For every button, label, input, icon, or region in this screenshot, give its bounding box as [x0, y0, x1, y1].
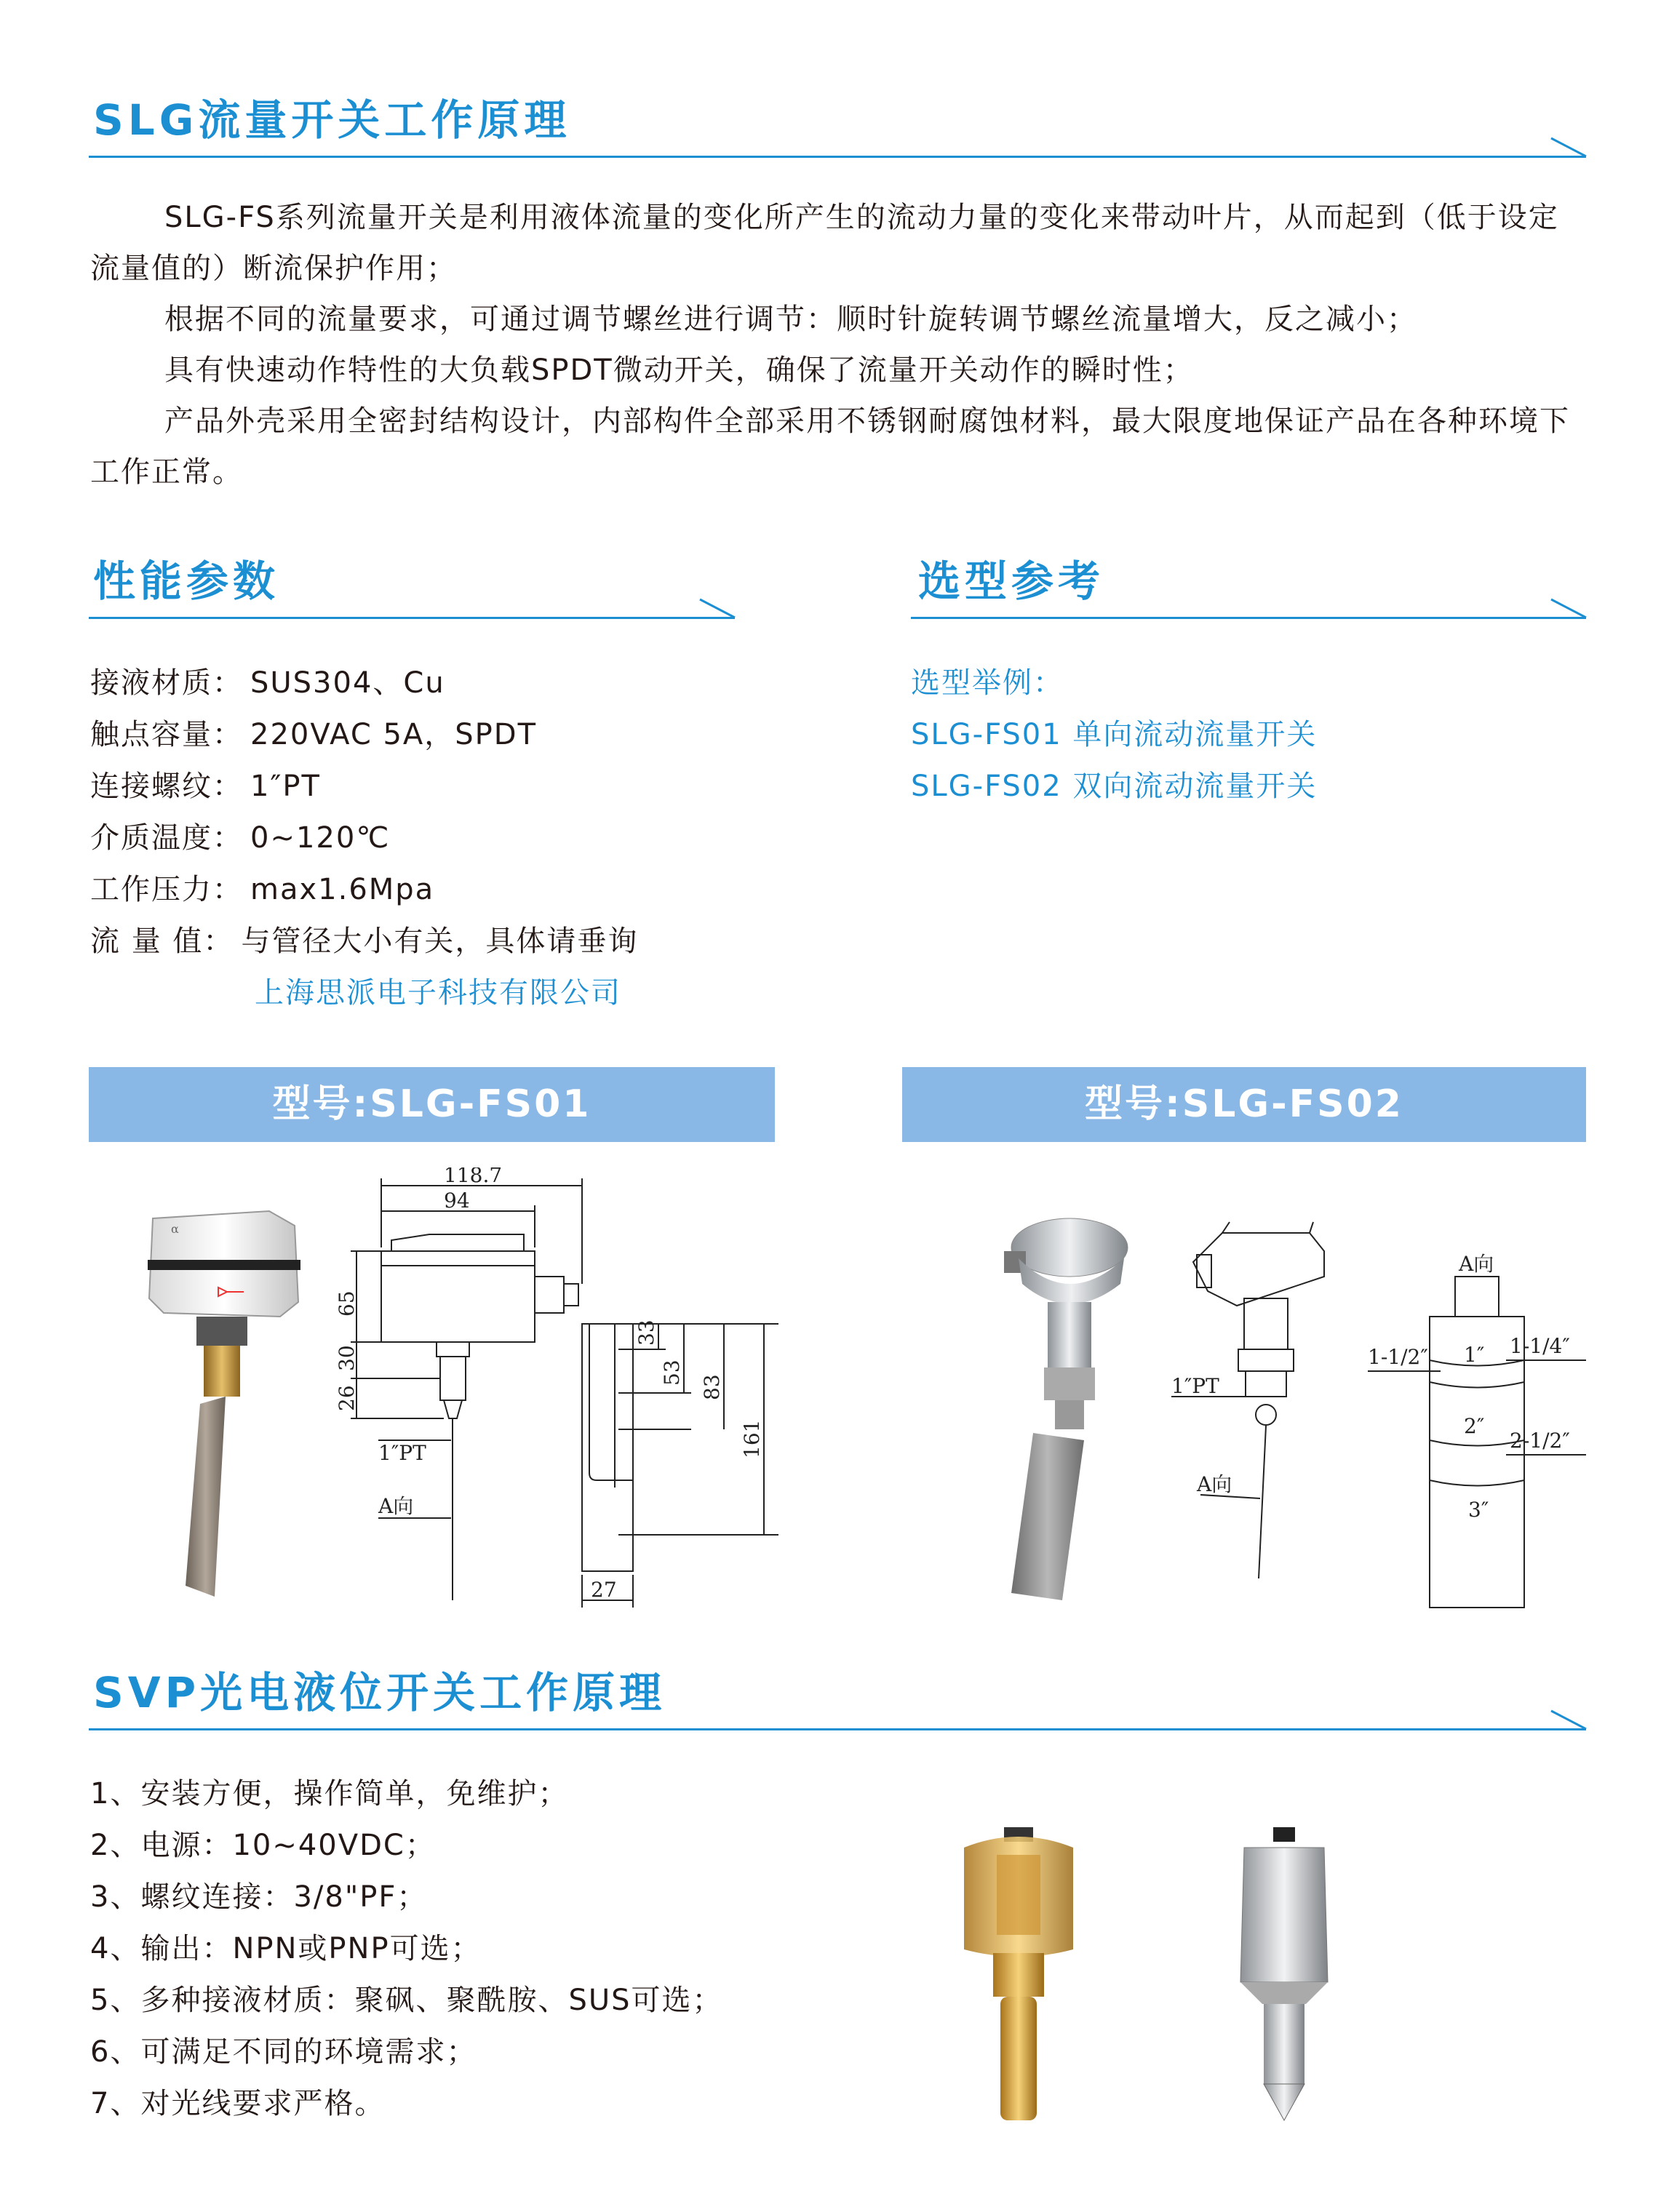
- company-name: 上海思派电子科技有限公司: [255, 976, 621, 1010]
- selection-divider: [911, 617, 1586, 619]
- dim-53: 53: [660, 1359, 684, 1386]
- svp-sensor-steel-photo: [1219, 1826, 1350, 2131]
- direction-label: A向: [378, 1494, 414, 1518]
- spec-row: 触点容量： 220VAC 5A，SPDT: [90, 718, 538, 751]
- slg-fs01-dimension-drawing: [335, 1167, 786, 1618]
- slg-fs02-photo: [989, 1200, 1135, 1608]
- paragraph-4: 产品外壳采用全密封结构设计，内部构件全部采用不锈钢耐腐蚀材料，最大限度地保证产品在各种环境下工作正常。: [90, 404, 1570, 489]
- pipe-size-2: 2″: [1464, 1414, 1485, 1438]
- dim-30: 30: [335, 1345, 359, 1371]
- slg-fs02-dimension-drawing: [1164, 1207, 1593, 1615]
- dim-118-7: 118.7: [444, 1167, 503, 1187]
- feature-item: 6、可满足不同的环境需求；: [90, 2035, 477, 2069]
- pipe-size-1: 1″: [1464, 1343, 1485, 1367]
- thread-label: 1″PT: [378, 1441, 426, 1465]
- feature-item: 3、螺纹连接：3/8"PF；: [90, 1880, 428, 1914]
- section1-title: SLG流量开关工作原理: [93, 95, 571, 145]
- model2-banner: 型号:SLG-FS02: [902, 1067, 1586, 1142]
- spec-row: 流 量 值： 与管径大小有关，具体请垂询: [90, 925, 639, 958]
- dim-26: 26: [335, 1385, 359, 1411]
- section1-hook: [1550, 137, 1588, 159]
- pipe-size-1-1-4: 1-1/4″: [1510, 1334, 1570, 1358]
- selection-title: 选型参考: [918, 556, 1105, 606]
- section2-hook: [1550, 1709, 1588, 1731]
- pipe-size-2-1-2: 2-1/2″: [1510, 1429, 1570, 1453]
- selection-line: SLG-FS02 双向流动流量开关: [911, 770, 1318, 803]
- performance-hook: [698, 598, 736, 620]
- feature-item: 4、输出：NPN或PNP可选；: [90, 1932, 482, 1965]
- section1-divider: [89, 156, 1586, 158]
- feature-item: 7、对光线要求严格。: [90, 2087, 386, 2120]
- selection-hook: [1550, 598, 1588, 620]
- dim-83: 83: [700, 1374, 724, 1400]
- performance-title: 性能参数: [93, 556, 280, 606]
- selection-line: SLG-FS01 单向流动流量开关: [911, 718, 1318, 751]
- fs02-view-label: A向: [1459, 1252, 1494, 1276]
- pipe-size-3: 3″: [1468, 1498, 1489, 1522]
- paragraph-2: 根据不同的流量要求，可通过调节螺丝进行调节：顺时针旋转调节螺丝流量增大，反之减小；: [164, 303, 1417, 336]
- fs02-direction: A向: [1197, 1472, 1232, 1496]
- slg-fs01-photo: [135, 1193, 309, 1600]
- performance-divider: [89, 617, 735, 619]
- dim-27: 27: [591, 1578, 617, 1602]
- pipe-size-1-1-2: 1-1/2″: [1368, 1345, 1428, 1369]
- section2-title: SVP光电液位开关工作原理: [93, 1668, 666, 1717]
- svp-sensor-amber-photo: [953, 1826, 1084, 2131]
- selection-line: 选型举例：: [911, 666, 1064, 700]
- fs02-thread: 1″PT: [1171, 1374, 1219, 1398]
- feature-item: 1、安装方便，操作简单，免维护；: [90, 1777, 569, 1810]
- svg-text:α: α: [171, 1222, 179, 1236]
- paragraph-3: 具有快速动作特性的大负载SPDT微动开关，确保了流量开关动作的瞬时性；: [164, 354, 1194, 387]
- spec-row: 接液材质： SUS304、Cu: [90, 666, 445, 700]
- model1-banner: 型号:SLG-FS01: [89, 1067, 775, 1142]
- dim-161: 161: [740, 1419, 764, 1458]
- feature-item: 2、电源：10~40VDC；: [90, 1829, 436, 1862]
- dim-65: 65: [335, 1290, 359, 1317]
- spec-row: 工作压力： max1.6Mpa: [90, 873, 435, 906]
- paragraph-1: SLG-FS系列流量开关是利用液体流量的变化所产生的流动力量的变化来带动叶片，从而起到（低于设定流量值的）断流保护作用；: [90, 201, 1559, 285]
- spec-row: 连接螺纹： 1″PT: [90, 770, 321, 803]
- spec-row: 介质温度： 0~120℃: [90, 821, 391, 855]
- feature-item: 5、多种接液材质：聚砜、聚酰胺、SUS可选；: [90, 1984, 723, 2017]
- section2-divider: [89, 1728, 1586, 1730]
- dim-94: 94: [444, 1189, 470, 1213]
- dim-33: 33: [634, 1319, 658, 1346]
